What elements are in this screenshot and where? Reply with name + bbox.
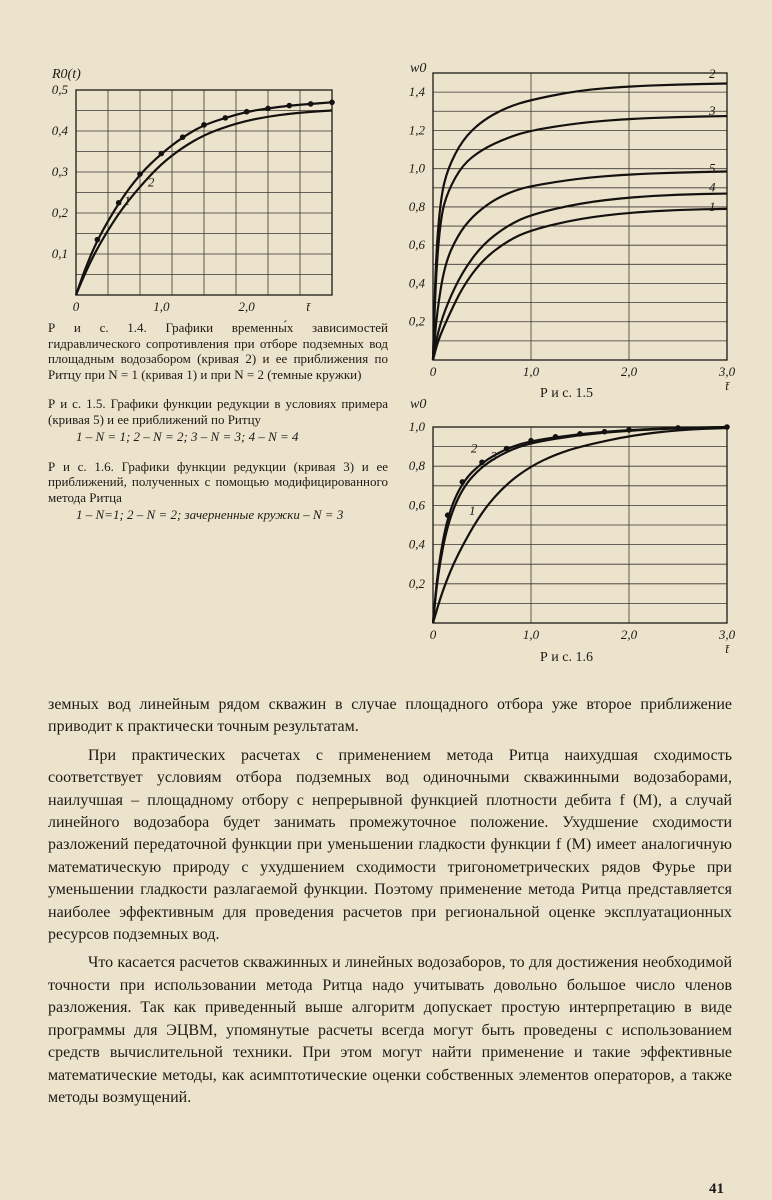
- fig16-marker-point: [528, 438, 534, 444]
- fig15-y-tick-label: 0,2: [408, 313, 425, 329]
- paragraph-3: Что касается расчетов скважинных и линейных водозаборов, то для достижения необходимой точности при использовании метода Ритца надо учитывать довольно большое число членов разложения. Так как приведенный выше алгоритм допускает простую интерпретацию в виде программы для ЭЦВМ, упомянутые расчеты всегда могут быть проведены с использованием средств вычислительной техники. При этом могут найти применение и такие эффективные математические методы, как асимптотические оценки собственных элементов операторов, а также методы возмущений.: [48, 954, 732, 1106]
- fig14-y-tick-label: 0,5: [51, 82, 68, 97]
- fig16-x-tick-label: 0: [429, 627, 437, 642]
- fig15-y-tick-label: 1,0: [408, 160, 425, 176]
- fig16-series-2-label: 2: [470, 440, 478, 456]
- fig16-y-tick-label: 0,2: [408, 575, 425, 591]
- fig16-marker-point: [504, 446, 510, 452]
- fig15-caption-label: Р и с. 1.5: [540, 386, 593, 401]
- fig14-x-tick-label: 1,0: [153, 299, 170, 314]
- fig16-marker-point: [602, 429, 608, 435]
- fig15-x-tick-label: 0: [429, 364, 437, 379]
- paragraph-1: земных вод линейным рядом скважин в случае площадного отбора уже второе приближение приводит к практически точным результатам.: [48, 696, 732, 736]
- paragraph-2: При практических расчетах с применением метода Ритца наихудшая сходимость соответствует условиям отбора подземных вод одиночными скважинными водозаборами, наилучшая – площадному отбору с непрерывной функцией плотности дебита f (M), а случай линейного водозабора будет занимать промежуточное положение. Ухудшение сходимости разложений передаточной функции при уменьшении гладкости функции f (M) имеет аналогичную математическую природу с ухудшением сходимости тригонометрических рядов Фурье при уменьшении гладкости разлагаемой функции. Поэтому применение метода Ритца представляется наиболее эффективным для проведения расчетов при региональной оценке эксплуатационных ресурсов подземных вод.: [48, 746, 732, 944]
- fig16-series-1-line: [433, 428, 727, 623]
- fig16-x-axis-label: t̄: [725, 641, 729, 656]
- fig16-series-1-label: 1: [468, 503, 476, 519]
- fig16-x-tick-label: 1,0: [522, 627, 540, 642]
- fig15-series-4-label: 4: [709, 179, 716, 195]
- fig16-x-tick-label: 2,0: [620, 627, 638, 642]
- fig16-grid: [433, 427, 727, 623]
- fig16-marker-point: [675, 425, 681, 431]
- fig14-x-tick-label: t̄: [306, 299, 310, 314]
- fig14-y-tick-label: 0,4: [51, 123, 68, 138]
- fig14-y-tick-label: 0,3: [51, 164, 68, 179]
- fig16-marker-point: [577, 431, 583, 437]
- fig14-y-axis-label: R0(t): [52, 67, 81, 82]
- fig15-x-tick-label: 3,0: [718, 364, 736, 379]
- fig16-y-tick-label: 0,6: [408, 497, 425, 513]
- fig16-caption-label: Р и с. 1.6: [540, 650, 593, 665]
- fig15-x-axis-label: t̄: [725, 378, 729, 393]
- fig16-y-axis-label: w0: [410, 397, 427, 412]
- fig15-series-2-label: 2: [709, 65, 716, 81]
- fig16-y-tick-label: 1,0: [408, 419, 425, 434]
- fig15-x-tick-label: 2,0: [620, 364, 638, 379]
- fig16-x-tick-label: 3,0: [718, 627, 736, 642]
- fig14-series-1-label: 1: [123, 192, 131, 208]
- fig16-caption: Р и с. 1.6. Графики функции редукции (кривая 3) и ее приближений, полученных с помощью модифицированного метода Ритца: [48, 458, 388, 505]
- fig14-y-tick-label: 0,1: [51, 246, 68, 261]
- body-text: [48, 694, 732, 1115]
- fig14-x-tick-label: 2,0: [238, 299, 255, 314]
- fig14-caption: Р и с. 1.4. Графики временны́х зависимостей гидравлического сопротивления при отборе подземных вод площадным водозабором (кривая 2) и ее приближения по Ритцу при N = 1 (кривая 1) и при N = 2 (темные кружки): [48, 320, 388, 382]
- fig15-x-tick-label: 1,0: [522, 364, 540, 379]
- fig16-legend: 1 – N=1; 2 – N = 2; зачерненные кружки – N = 3: [76, 507, 344, 522]
- fig15-series-3-label: 3: [709, 103, 716, 119]
- fig15-y-tick-label: 0,4: [408, 275, 425, 291]
- fig16-marker-point: [553, 434, 559, 440]
- figure-captions: [48, 320, 388, 523]
- fig16-marker-point: [479, 459, 485, 465]
- page-number: 41: [709, 1181, 724, 1197]
- fig15-y-tick-label: 1,4: [408, 84, 425, 100]
- fig14-x-tick-label: 0: [72, 299, 80, 314]
- fig16-y-tick-label: 0,8: [408, 458, 425, 474]
- fig16-marker-point: [460, 479, 466, 485]
- fig15-y-tick-label: 1,2: [408, 122, 425, 138]
- fig15-caption: Р и с. 1.5. Графики функции редукции в условиях примера (кривая 5) и ее приближений по Ритцу: [48, 396, 388, 427]
- fig16-marker-point: [626, 427, 632, 433]
- fig14-y-tick-label: 0,2: [51, 205, 68, 220]
- fig15-y-tick-label: 0,6: [408, 237, 425, 253]
- fig16-series-3-label: 3: [490, 448, 498, 464]
- fig15-y-tick-label: 0,8: [408, 198, 425, 214]
- fig16-marker-point: [724, 424, 730, 430]
- fig15-legend: 1 – N = 1; 2 – N = 2; 3 – N = 3; 4 – N = 4: [76, 429, 299, 444]
- fig15-series-1-label: 1: [709, 198, 716, 214]
- fig16-marker-point: [445, 512, 451, 518]
- fig15-series-5-label: 5: [709, 160, 716, 176]
- fig16-y-tick-label: 0,4: [408, 536, 425, 552]
- fig14-series-2-label: 2: [147, 174, 155, 190]
- fig15-y-axis-label: w0: [410, 61, 427, 76]
- fig16-ticks: [409, 419, 736, 656]
